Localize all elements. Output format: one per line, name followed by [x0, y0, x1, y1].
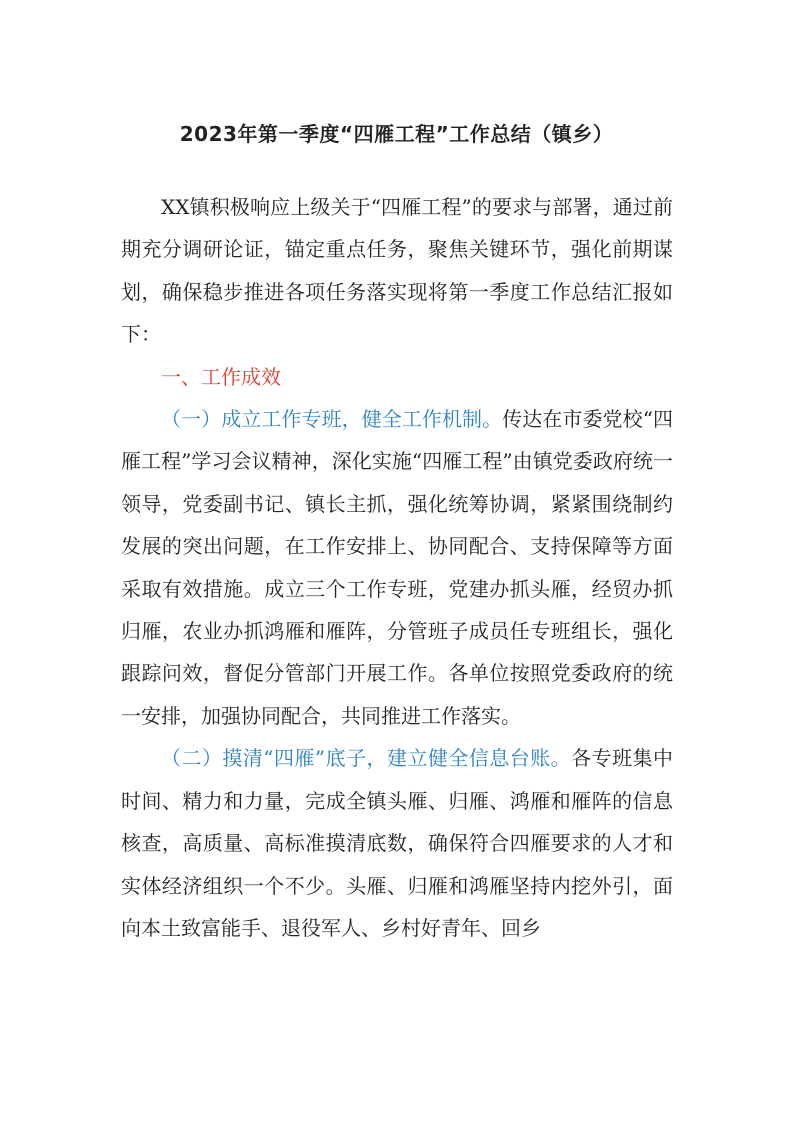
item-1-lead: （一）成立工作专班，健全工作机制。	[161, 407, 503, 432]
intro-paragraph: XX镇积极响应上级关于“四雁工程”的要求与部署，通过前期充分调研论证，锚定重点任务，聚焦关键环节，强化前期谋划，确保稳步推进各项任务落实现将第一季度工作总结汇报如下：	[121, 195, 673, 347]
item-2-paragraph	[121, 737, 673, 949]
item-2-text: 各专班集中时间、精力和力量，完成全镇头雁、归雁、鸿雁和雁阵的信息核查，高质量、高标准摸清底数，确保符合四雁要求的人才和实体经济组织一个不少。头雁、归雁和鸿雁坚持内挖外引，面向本土致富能手、退役军人、乡村好青年、回乡	[121, 746, 674, 940]
item-1-paragraph	[121, 398, 673, 737]
document-body	[121, 186, 673, 949]
item-2-lead: （二）摸清“四雁”底子，建立健全信息台账。	[161, 746, 572, 771]
item-1-text: 传达在市委党校“四雁工程”学习会议精神，深化实施“四雁工程”由镇党委政府统一领导，党委副书记、镇长主抓，强化统筹协调，紧紧围绕制约发展的突出问题，在工作安排上、协同配合、支持保障等方面采取有效措施。成立三个工作专班，党建办抓头雁，经贸办抓归雁，农业办抓鸿雁和雁阵，分管班子成员任专班组长，强化跟踪问效，督促分管部门开展工作。各单位按照党委政府的统一安排，加强协同配合，共同推进工作落实。	[121, 407, 673, 728]
section-heading: 一、工作成效	[161, 364, 281, 389]
document-title: 2023年第一季度“四雁工程”工作总结（镇乡）	[179, 122, 614, 146]
